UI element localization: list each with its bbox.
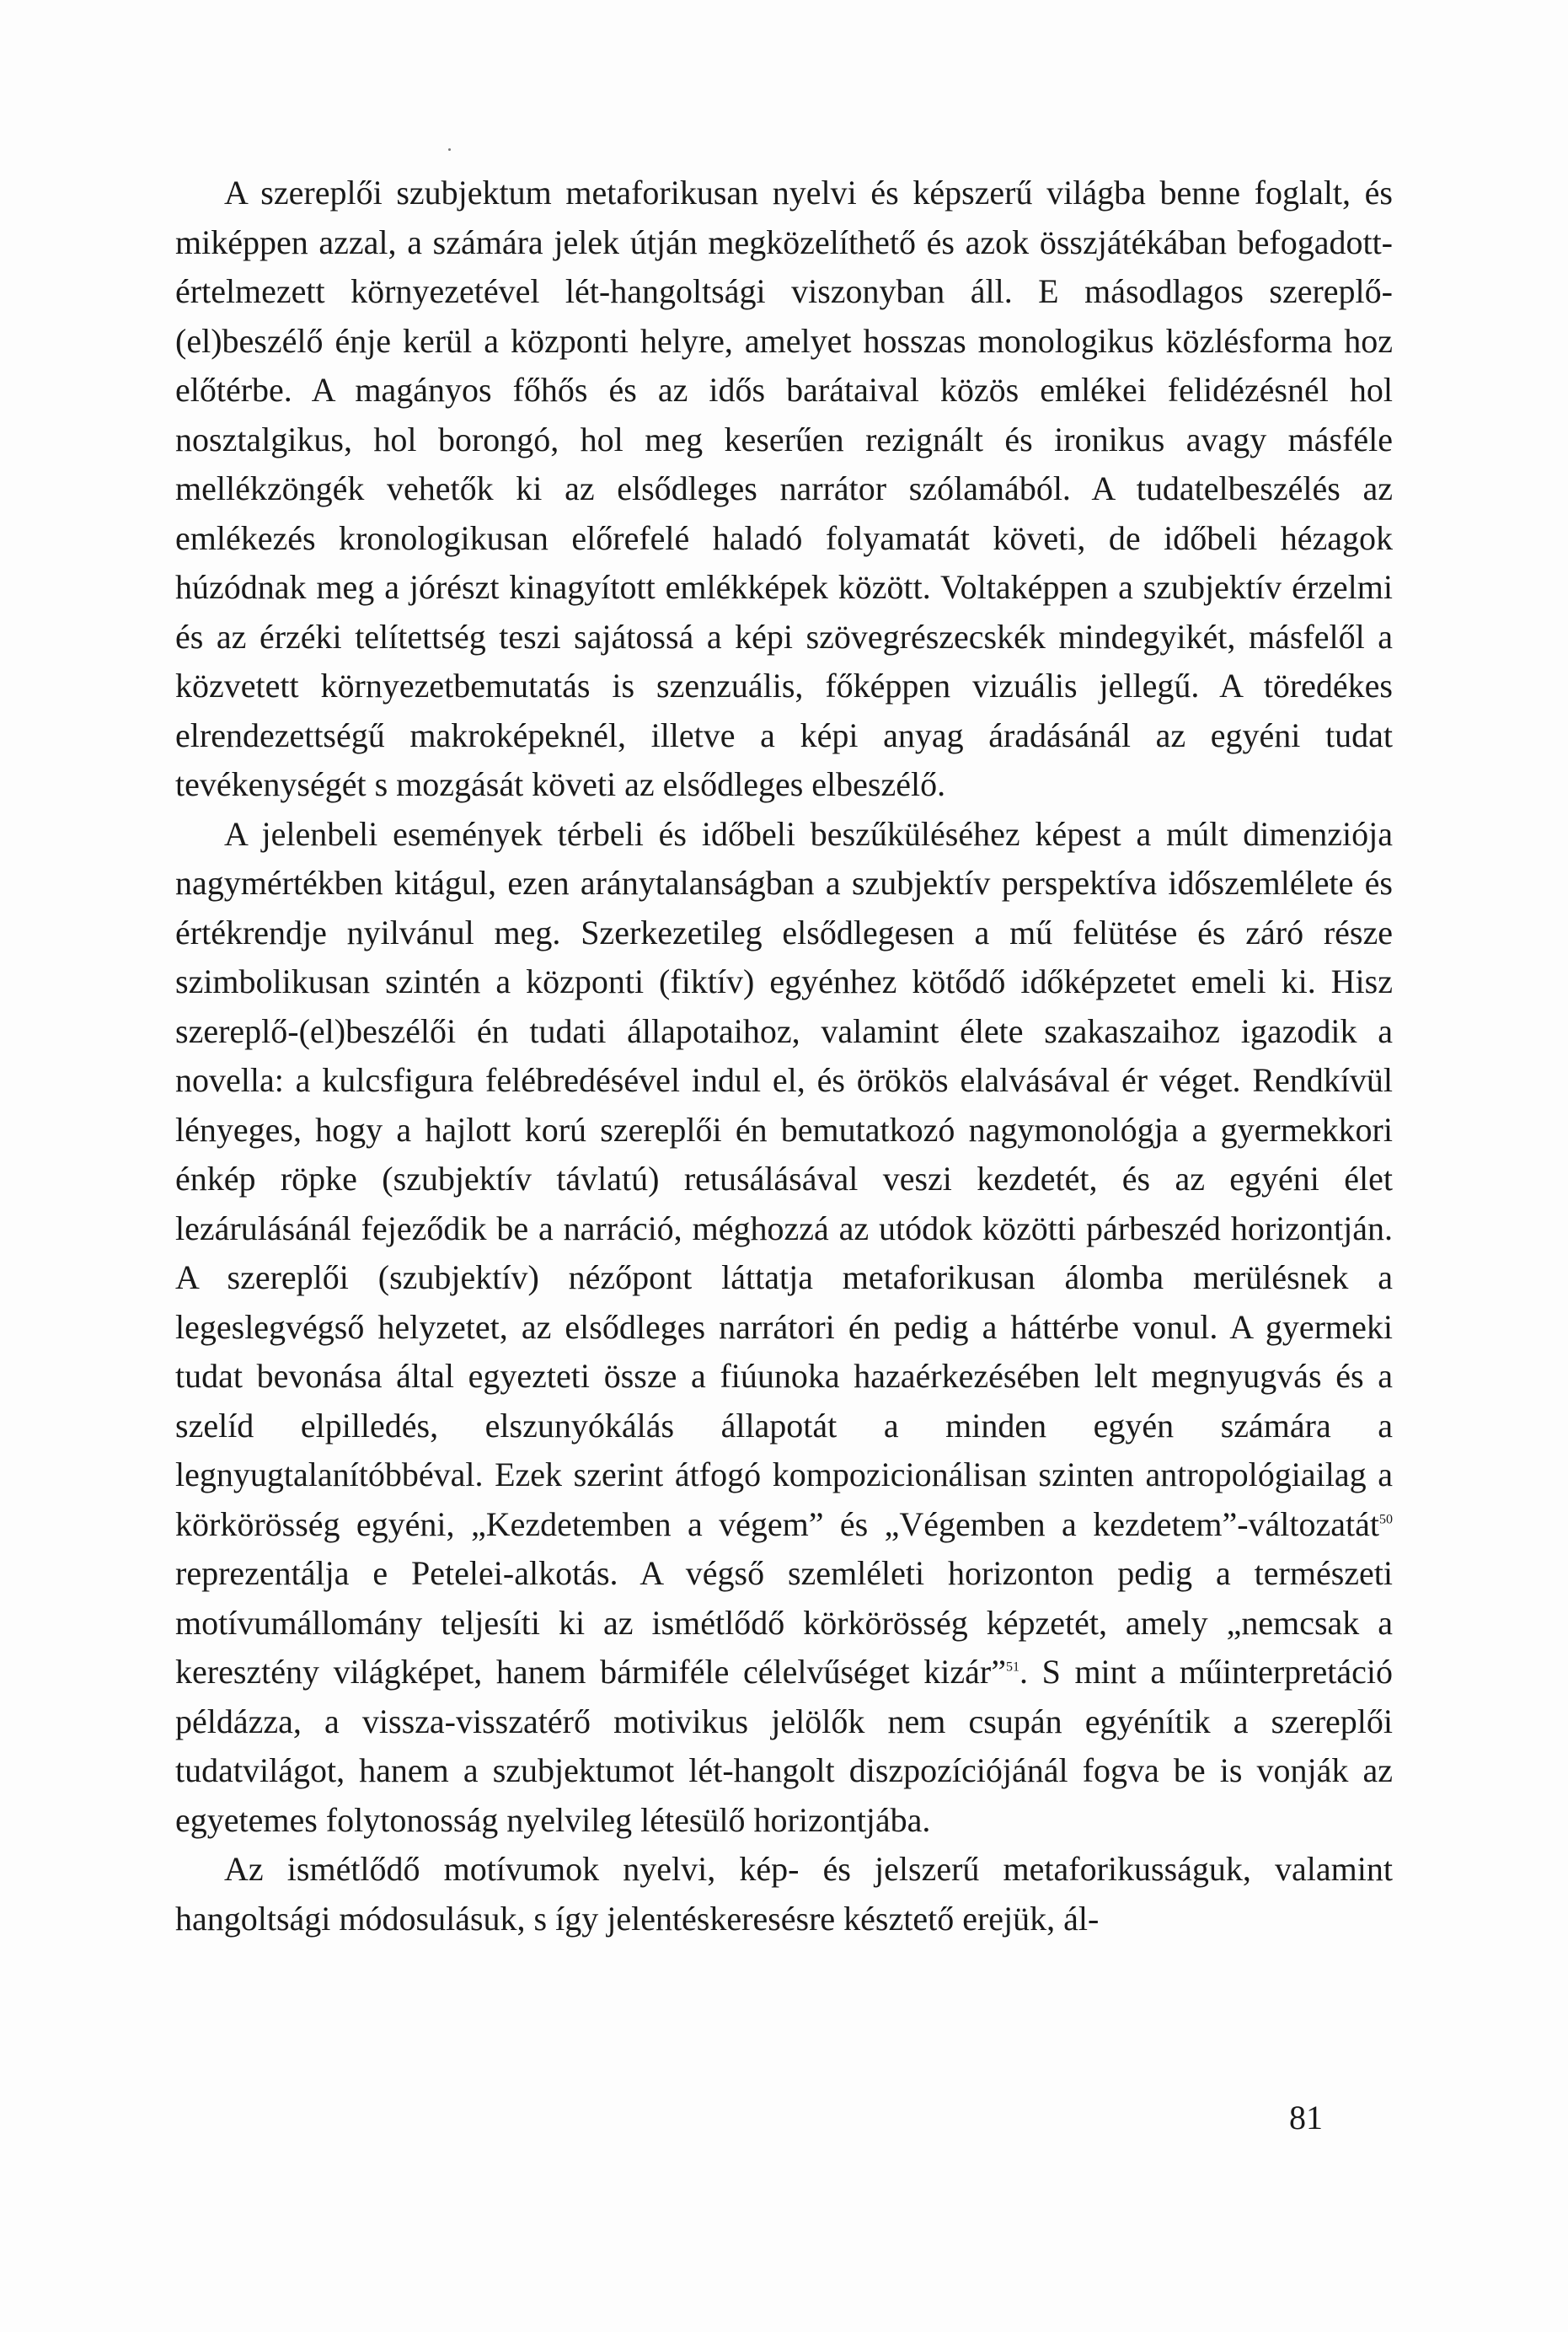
paragraph-3: Az ismétlődő motívumok nyelvi, kép- és jelszerű metaforikusságuk, valamint hangoltsági módosulásuk, s így jelentéskeresésre késztető erejük, ál- bbox=[175, 1850, 1393, 1938]
paragraph-2 bbox=[175, 810, 1393, 1846]
body-text bbox=[175, 169, 1393, 1943]
page-number: 81 bbox=[1289, 2099, 1323, 2136]
paragraph-1: A szereplői szubjektum metaforikusan nyelvi és képszerű világba benne foglalt, és miképpen azzal, a számára jelek útján megközelíthető és azok összjátékában befogadott-értelmezett környezetével lét-hangoltsági viszonyban áll. E másodlagos szereplő-(el)beszélő énje kerül a központi helyre, amelyet hosszas monologikus közlésforma hoz előtérbe. A magányos főhős és az idős barátaival közös emlékei felidézésnél hol nosztalgikus, hol borongó, hol meg keserűen rezignált és ironikus avagy másféle mellékzöngék vehetők ki az elsődleges narrátor szólamából. A tudatelbeszélés az emlékezés kronologikusan előrefelé haladó folyamatát követi, de időbeli hézagok húzódnak meg a jórészt kinagyított emlékképek között. Voltaképpen a szubjektív érzelmi és az érzéki telítettség teszi sajátossá a képi szövegrészecskék mindegyikét, másfelől a közvetett környezetbemutatás is szenzuális, főképpen vizuális jellegű. A töredékes elrendezettségű makroképeknél, illetve a képi anyag áradásánál az egyéni tudat tevékenységét s mozgását követi az elsődleges elbeszélő. bbox=[175, 174, 1393, 803]
scan-speck bbox=[448, 148, 451, 151]
footnote-marker-50[interactable]: 50 bbox=[1379, 1512, 1393, 1527]
paragraph-2-part-3: . S mint a műinterpretáció példázza, a vissza-visszatérő motivikus jelölők nem csupán egyénítik a szereplői tudatvilágot, hanem a szubjektumot lét-hangolt diszpozíciójánál fogva be is vonják az egyetemes folytonosság nyelvileg létesülő horizontjába. bbox=[175, 1653, 1393, 1839]
paragraph-2-part-1: A jelenbeli események térbeli és időbeli beszűküléséhez képest a múlt dimenziója nagymértékben kitágul, ezen aránytalanságban a szubjektív perspektíva időszemlélete és értékrendje nyilvánul meg. Szerkezetileg elsődlegesen a mű felütése és záró része szimbolikusan szintén a központi (fiktív) egyénhez kötődő időképzetet emeli ki. Hisz szereplő-(el)beszélői én tudati állapotaihoz, valamint élete szakaszaihoz igazodik a novella: a kulcsfigura felébredésével indul el, és örökös elalvásával ér véget. Rendkívül lényeges, hogy a hajlott korú szereplői én bemutatkozó nagymonológja a gyermekkori énkép röpke (szubjektív távlatú) retusálásával veszi kezdetét, és az egyéni élet lezárulásánál fejeződik be a narráció, méghozzá az utódok közötti párbeszéd horizontján. A szereplői (szubjektív) nézőpont láttatja metaforikusan álomba merülésnek a legeslegvégső helyzetet, az elsődleges narrátori én pedig a háttérbe vonul. A gyermeki tudat bevonása által egyezteti össze a fiúunoka hazaérkezésében lelt megnyugvás és a szelíd elpilledés, elszunyókálás állapotát a minden egyén számára a legnyugtalanítóbbéval. Ezek szerint átfogó kompozicionálisan szinten antropológiailag a körkörösség egyéni, „Kezdetemben a végem” és „Végemben a kezdetem”-változatát bbox=[175, 814, 1393, 1543]
footnote-marker-51[interactable]: 51 bbox=[1005, 1659, 1019, 1675]
paragraph-2-part-2: reprezentálja e Petelei-alkotás. A végső szemléleti horizonton pedig a természeti motívumállomány teljesíti ki az ismétlődő körkörösség képzetét, amely „nemcsak a keresztény világképet, hanem bármiféle célelvűséget kizár” bbox=[175, 1554, 1393, 1691]
